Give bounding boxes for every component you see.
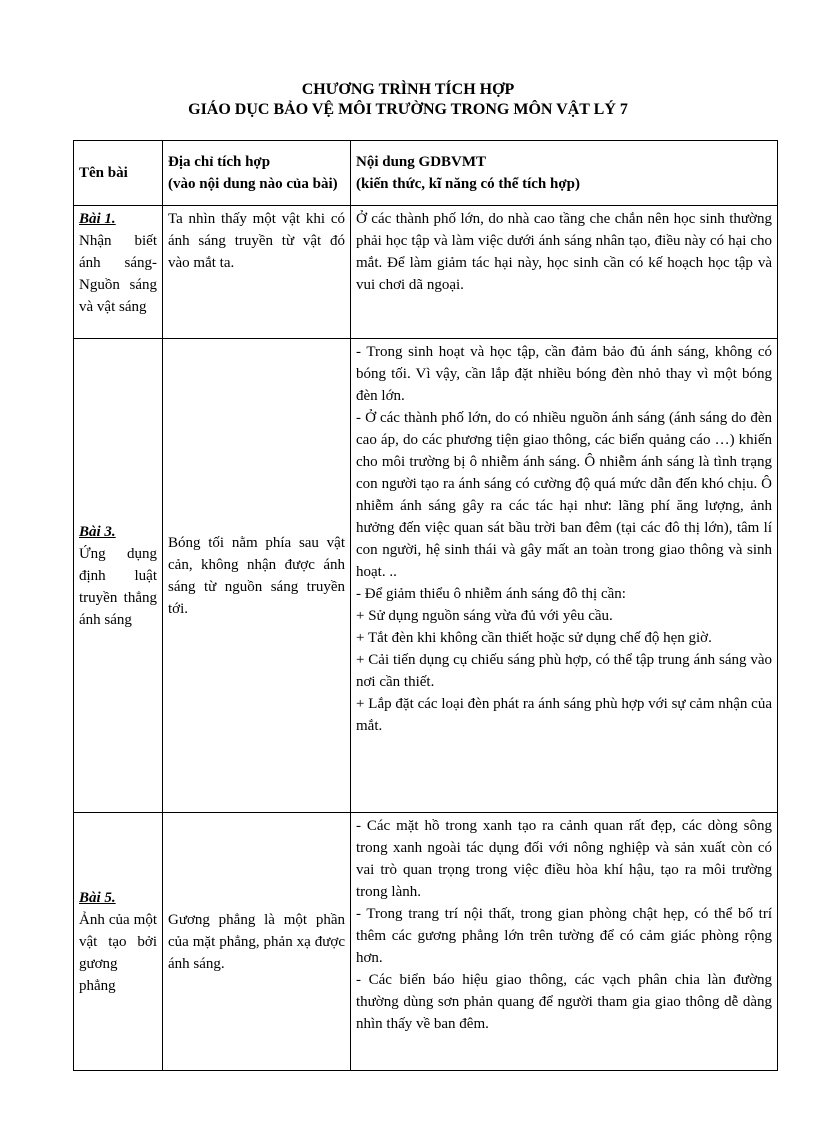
lesson-cell <box>74 206 163 339</box>
header-lesson-name-text: Tên bài <box>79 165 128 181</box>
integration-table <box>73 140 778 1071</box>
header-content <box>351 141 778 206</box>
address-text: Bóng tối nằm phía sau vật cản, không nhận được ánh sáng từ nguồn sáng truyền tới. <box>168 534 345 617</box>
header-integration-address <box>163 141 351 206</box>
address-text: Gương phẳng là một phần của mặt phẳng, phản xạ được ánh sáng. <box>168 911 345 972</box>
lesson-name: Nhận biết ánh sáng- Nguồn sáng và vật sáng <box>79 233 157 315</box>
table-header-row <box>74 141 778 206</box>
lesson-label: Bài 1. <box>79 211 116 227</box>
content-paragraph: - Để giảm thiểu ô nhiễm ánh sáng đô thị cần: <box>356 586 626 602</box>
header-content-line-1: Nội dung GDBVMT <box>356 154 487 170</box>
lesson-label: Bài 5. <box>79 889 116 906</box>
content-paragraph: - Các mặt hồ trong xanh tạo ra cảnh quan rất đẹp, các dòng sông trong xanh ngoài tác dụng đối với nông nghiệp và sản xuất còn có vai trò quan trọng trong việc điều hòa khí hậu, tạo ra môi trường trong lành. <box>356 818 772 900</box>
table-row <box>74 813 778 1071</box>
content-paragraph: - Các biển báo hiệu giao thông, các vạch phân chia làn đường thường dùng sơn phản quang để người tham gia giao thông dễ dàng nhìn thấy về ban đêm. <box>356 972 772 1032</box>
lesson-name: Ảnh của một vật tạo bởi gương phẳng <box>79 911 157 994</box>
address-cell <box>163 206 351 339</box>
lesson-name: Ứng dụng định luật truyền thẳng ánh sáng <box>79 545 157 628</box>
content-cell <box>351 813 778 1071</box>
header-content-line-2: (kiến thức, kĩ năng có thể tích hợp) <box>356 176 580 192</box>
content-cell <box>351 339 778 813</box>
document-title-line-2: GIÁO DỤC BẢO VỆ MÔI TRƯỜNG TRONG MÔN VẬT LÝ 7 <box>188 101 628 118</box>
content-paragraph: - Trong sinh hoạt và học tập, cần đảm bảo đủ ánh sáng, không có bóng tối. Vì vậy, cần lắp đặt nhiều bóng đèn nhỏ thay vì một bóng đèn lớn. <box>356 344 772 404</box>
content-paragraph: Ở các thành phố lớn, do nhà cao tầng che chắn nên học sinh thường phải học tập và làm việc dưới ánh sáng nhân tạo, điều này có hại cho mắt. Để làm giảm tác hại này, học sinh cần có kế hoạch học tập và vui chơi dã ngoại. <box>356 211 772 293</box>
table-row <box>74 339 778 813</box>
lesson-cell <box>74 339 163 813</box>
header-address-line-2: (vào nội dung nào của bài) <box>168 176 338 192</box>
address-cell <box>163 813 351 1071</box>
header-lesson-name <box>74 141 163 206</box>
content-paragraph: - Trong trang trí nội thất, trong gian phòng chật hẹp, có thể bố trí thêm các gương phẳng lớn trên tường để có cảm giác phòng rộng hơn. <box>356 906 772 966</box>
document-title-line-1: CHƯƠNG TRÌNH TÍCH HỢP <box>301 81 515 98</box>
address-text: Ta nhìn thấy một vật khi có ánh sáng truyền từ vật đó vào mắt ta. <box>168 211 345 271</box>
content-paragraph: + Lắp đặt các loại đèn phát ra ánh sáng phù hợp với sự cảm nhận của mắt. <box>356 696 772 734</box>
content-cell <box>351 206 778 339</box>
content-paragraph: - Ở các thành phố lớn, do có nhiều nguồn ánh sáng (ánh sáng do đèn cao áp, do các phương tiện giao thông, các biển quảng cáo …) khiến cho môi trường bị ô nhiễm ánh sáng. Ô nhiễm ánh sáng là tình trạng con người tạo ra ánh sáng có cường độ quá mức dẫn đến khó chịu. Ô nhiễm ánh sáng gây ra các tác hại như: lãng phí ăng lượng, ảnh hưởng đến việc quan sát bầu trời ban đêm (tại các đô thị lớn), tâm lí con người, hệ sinh thái và gây mất an toàn trong giao thông và sinh hoạt. .. <box>356 410 772 580</box>
address-cell <box>163 339 351 813</box>
content-paragraph: + Tắt đèn khi không cần thiết hoặc sử dụng chế độ hẹn giờ. <box>356 630 712 646</box>
header-address-line-1: Địa chỉ tích hợp <box>168 154 271 170</box>
content-paragraph: + Sử dụng nguồn sáng vừa đủ với yêu cầu. <box>356 608 613 624</box>
lesson-cell <box>74 813 163 1071</box>
lesson-label: Bài 3. <box>79 523 116 540</box>
table-row <box>74 206 778 339</box>
content-paragraph: + Cải tiến dụng cụ chiếu sáng phù hợp, có thể tập trung ánh sáng vào nơi cần thiết. <box>356 652 772 690</box>
